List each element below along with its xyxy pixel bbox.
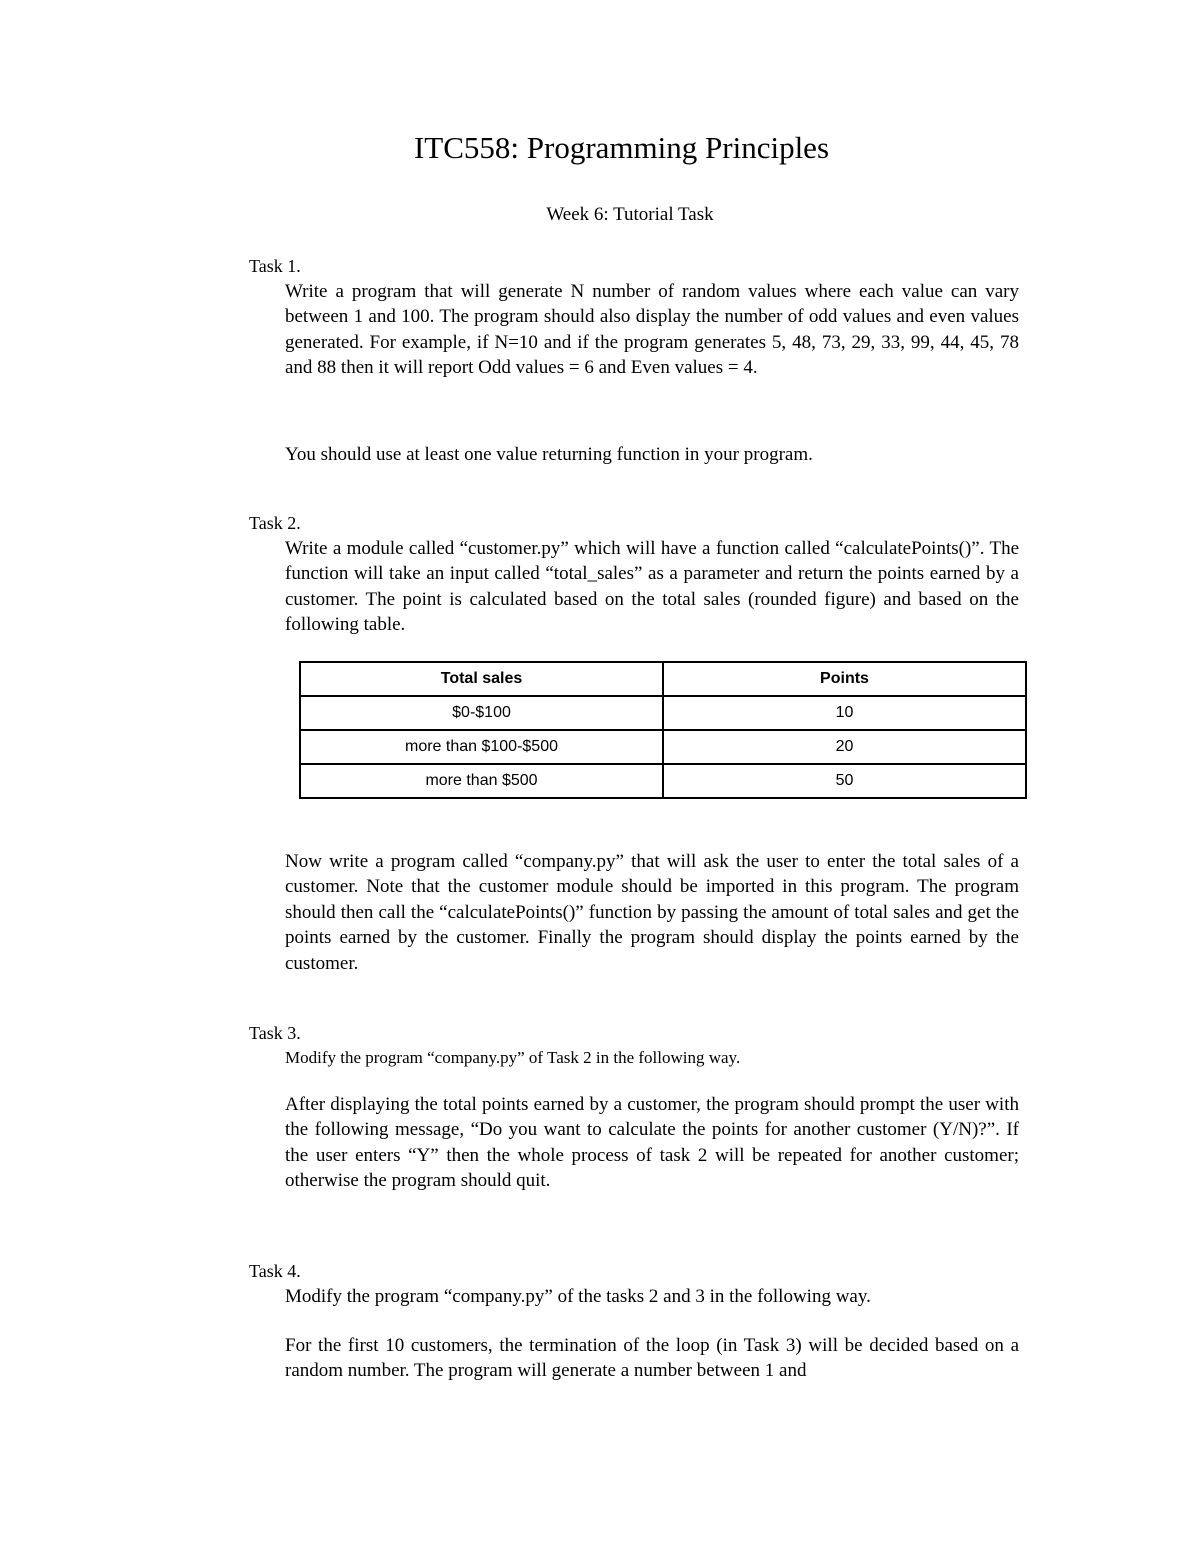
page-title: ITC558: Programming Principles — [413, 130, 830, 165]
task-3-paragraph-2: After displaying the total points earned by a customer, the program should prompt the user with the following message, “Do you want to calculate the points for another customer (Y/N)?”. If the user enters “Y” then the whole process of task 2 will be repeated for another customer; otherwise the program should quit. — [285, 1094, 1019, 1192]
table-cell-points: 50 — [663, 764, 1026, 798]
table-cell-points: 20 — [663, 730, 1026, 764]
table-row — [300, 696, 1026, 730]
table-cell-sales: more than $500 — [300, 764, 663, 798]
table-header-row — [300, 662, 1026, 696]
table-header-points: Points — [663, 662, 1026, 696]
table-row — [300, 730, 1026, 764]
table-header-total-sales: Total sales — [300, 662, 663, 696]
task-1-paragraph-1: Write a program that will generate N number of random values where each value can vary between 1 and 100. The program should also display the number of odd values and even values generated. For example, if N=10 and if the program generates 5, 48, 73, 29, 33, 99, 44, 45, 78 and 88 then it will report Odd values = 6 and Even values = 4. — [285, 281, 1019, 379]
page-subtitle: Week 6: Tutorial Task — [546, 204, 714, 225]
points-table — [299, 661, 1027, 799]
task-4-paragraph-2: For the first 10 customers, the termination of the loop (in Task 3) will be decided based on a random number. The program will generate a number between 1 and — [285, 1335, 1019, 1382]
table-row — [300, 764, 1026, 798]
task-2-paragraph-2: Now write a program called “company.py” that will ask the user to enter the total sales of a customer. Note that the customer module should be imported in this program. The program should then call the “calculatePoints()” function by passing the amount of total sales and get the points earned by the customer. Finally the program should display the points earned by the customer. — [285, 851, 1019, 974]
task-2-paragraph-1: Write a module called “customer.py” which will have a function called “calculatePoints()”. The function will take an input called “total_sales” as a parameter and return the points earned by a customer. The point is calculated based on the total sales (rounded figure) and based on the following table. — [285, 538, 1019, 636]
table-cell-sales: $0-$100 — [300, 696, 663, 730]
task-1-paragraph-2: You should use at least one value returning function in your program. — [285, 444, 813, 465]
table-cell-sales: more than $100-$500 — [300, 730, 663, 764]
task-2-label: Task 2. — [249, 513, 301, 533]
task-3-paragraph-1: Modify the program “company.py” of Task 2 in the following way. — [285, 1048, 741, 1067]
task-4-label: Task 4. — [249, 1261, 301, 1281]
task-4-paragraph-1: Modify the program “company.py” of the tasks 2 and 3 in the following way. — [285, 1286, 871, 1307]
task-1-label: Task 1. — [249, 256, 301, 276]
task-3-label: Task 3. — [249, 1023, 301, 1043]
table-cell-points: 10 — [663, 696, 1026, 730]
